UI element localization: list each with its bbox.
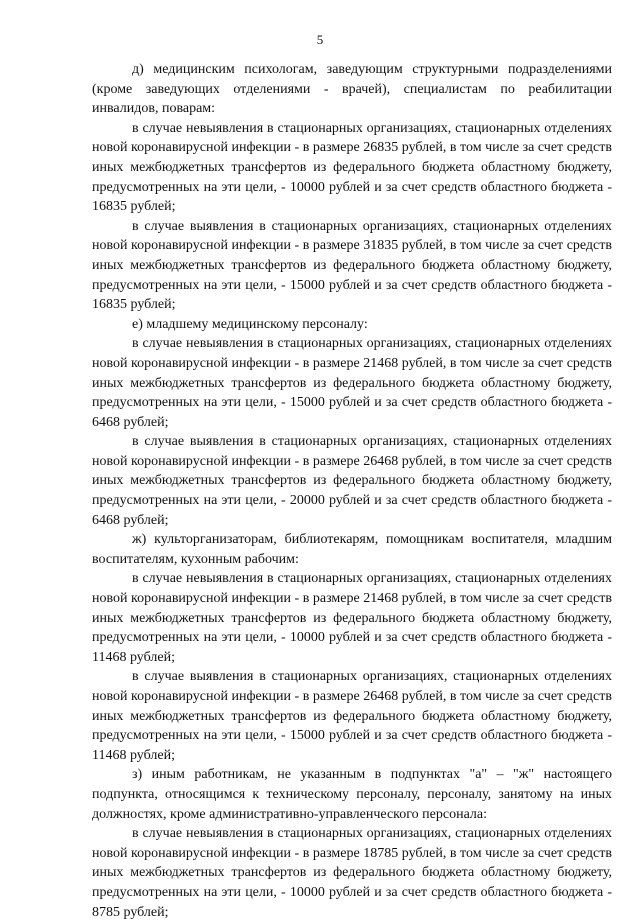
- paragraph-z-heading: з) иным работникам, не указанным в подпунктах "а" – "ж" настоящего подпункта, относящимся к техническому персоналу, персоналу, занятому на иных должностях, кроме административно-управленческого персонала:: [92, 767, 612, 822]
- paragraph-zh-no-detection: в случае невыявления в стационарных организациях, стационарных отделениях новой коронавирусной инфекции - в размере 21468 рублей, в том числе за счет средств иных межбюджетных трансфертов из федерального бюджета областному бюджету, предусмотренных на эти цели, - 10000 рублей и за счет средств областного бюджета - 11468 рублей;: [92, 571, 612, 665]
- paragraph-z-no-detection: в случае невыявления в стационарных организациях, стационарных отделениях новой коронавирусной инфекции - в размере 18785 рублей, в том числе за счет средств иных межбюджетных трансфертов из федерального бюджета областному бюджету, предусмотренных на эти цели, - 10000 рублей и за счет средств областного бюджета - 8785 рублей;: [92, 826, 612, 920]
- paragraph-zh-heading: ж) культорганизаторам, библиотекарям, помощникам воспитателя, младшим воспитателям, кухонным рабочим:: [92, 532, 612, 567]
- page-number: 5: [316, 32, 324, 47]
- paragraph-e-heading: е) младшему медицинскому персоналу:: [132, 316, 368, 332]
- paragraph-d-no-detection: в случае невыявления в стационарных организациях, стационарных отделениях новой коронавирусной инфекции - в размере 26835 рублей, в том числе за счет средств иных межбюджетных трансфертов из федерального бюджета областному бюджету, предусмотренных на эти цели, - 10000 рублей и за счет средств областного бюджета - 16835 рублей;: [92, 120, 612, 215]
- paragraph-zh-detection: в случае выявления в стационарных организациях, стационарных отделениях новой коронавирусной инфекции - в размере 26468 рублей, в том числе за счет средств иных межбюджетных трансфертов из федерального бюджета областному бюджету, предусмотренных на эти цели, - 15000 рублей и за счет средств областного бюджета - 11468 рублей;: [92, 669, 612, 763]
- paragraph-e-detection: в случае выявления в стационарных организациях, стационарных отделениях новой коронавирусной инфекции - в размере 26468 рублей, в том числе за счет средств иных межбюджетных трансфертов из федерального бюджета областному бюджету, предусмотренных на эти цели, - 20000 рублей и за счет средств областного бюджета - 6468 рублей;: [92, 434, 612, 528]
- paragraph-d-heading: д) медицинским психологам, заведующим структурными подразделениями (кроме заведующих отделениями - врачей), специалистам по реабилитации инвалидов, поварам:: [92, 62, 612, 117]
- paragraph-d-detection: в случае выявления в стационарных организациях, стационарных отделениях новой коронавирусной инфекции - в размере 31835 рублей, в том числе за счет средств иных межбюджетных трансфертов из федерального бюджета областному бюджету, предусмотренных на эти цели, - 15000 рублей и за счет средств областного бюджета - 16835 рублей;: [92, 218, 612, 313]
- document-body: [92, 60, 612, 922]
- paragraph-e-no-detection: в случае невыявления в стационарных организациях, стационарных отделениях новой коронавирусной инфекции - в размере 21468 рублей, в том числе за счет средств иных межбюджетных трансфертов из федерального бюджета областному бюджету, предусмотренных на эти цели, - 15000 рублей и за счет средств областного бюджета - 6468 рублей;: [92, 336, 612, 430]
